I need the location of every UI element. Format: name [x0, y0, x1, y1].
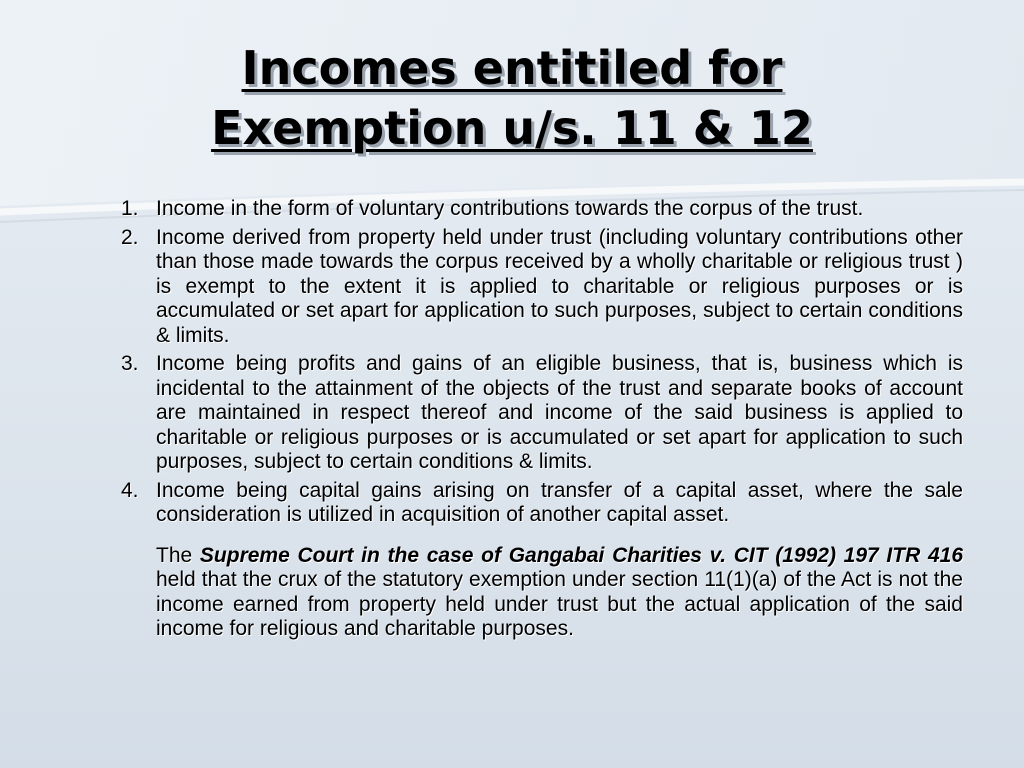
- item-number: 2.: [121, 225, 139, 249]
- item-text: Income derived from property held under trust (including voluntary contributions other than those made towards the corpus received by a wholly charitable or religious trust ) is exempt to the extent it is applied to charitable or religious purposes or is accumulated or set apart for application to such purposes, subject to certain conditions & limits.: [156, 225, 963, 347]
- case-citation: Supreme Court in the case of Gangabai Charities v. CIT (1992) 197 ITR 416: [199, 543, 963, 567]
- note-text: held that the crux of the statutory exemption under section 11(1)(a) of the Act is not the income earned from property held under trust but the actual application of the said income for religious and charitable purposes.: [156, 568, 963, 640]
- exemption-list: [118, 197, 963, 642]
- case-law-note: [118, 544, 963, 642]
- item-text: Income in the form of voluntary contributions towards the corpus of the trust.: [156, 197, 864, 220]
- item-text: Income being capital gains arising on transfer of a capital asset, where the sale consideration is utilized in acquisition of another capital asset.: [156, 478, 963, 526]
- title-line-2: Exemption u/s. 11 & 12: [211, 101, 813, 155]
- list-item: [118, 352, 963, 475]
- item-number: 3.: [121, 352, 139, 375]
- list-item: [118, 479, 963, 528]
- list-item: [118, 197, 963, 222]
- item-text: Income being profits and gains of an eligible business, that is, business which is incidental to the attainment of the objects of the trust and separate books of account are maintained in respect thereof and income of the said business is applied to charitable or religious purposes or is accumulated or set apart for application to such purposes, subject to certain conditions & limits.: [156, 352, 963, 473]
- title-line-1: Incomes entitiled for: [241, 41, 783, 95]
- item-number: 4.: [121, 478, 139, 502]
- slide-title: [0, 38, 1024, 158]
- item-number: 1.: [121, 197, 139, 220]
- note-prefix: The: [156, 543, 200, 567]
- list-item: [118, 226, 963, 349]
